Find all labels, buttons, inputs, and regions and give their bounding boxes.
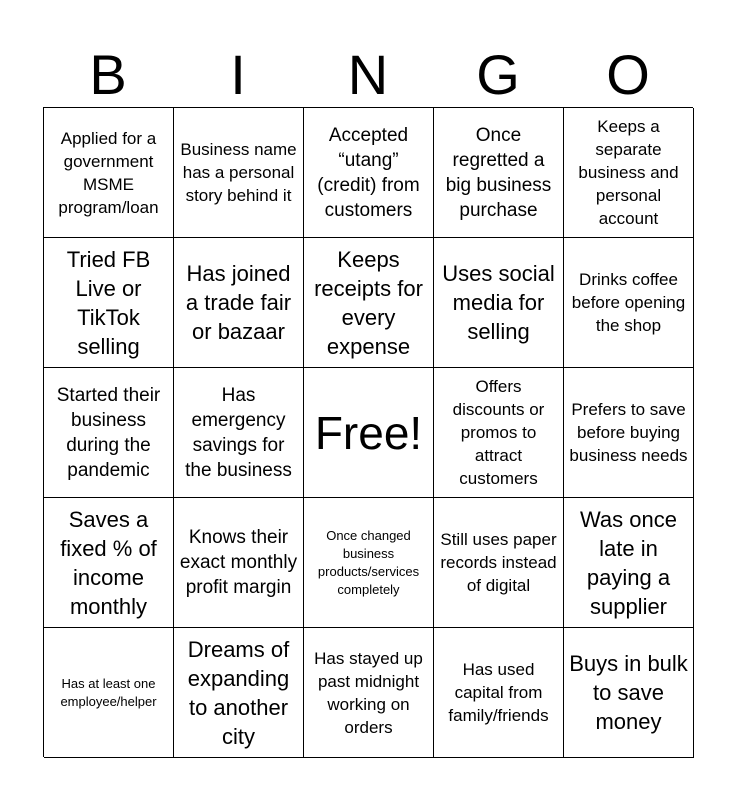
cell-text: Prefers to save before buying business needs [569,400,688,465]
bingo-cell[interactable] [44,628,174,758]
cell-text: Applied for a government MSME program/loan [58,128,159,217]
bingo-cell[interactable] [304,238,434,368]
bingo-cell[interactable] [434,108,564,238]
cell-text: Buys in bulk to save money [569,651,688,734]
bingo-cell[interactable] [304,108,434,238]
bingo-cell[interactable] [434,498,564,628]
bingo-cell[interactable] [564,108,694,238]
cell-text: Was once late in paying a supplier [579,506,677,619]
cell-text: Has used capital from family/friends [448,660,549,725]
bingo-cell[interactable] [304,498,434,628]
cell-text: Accepted “utang” (credit) from customers [317,124,420,221]
cell-text: Keeps a separate business and personal account [578,117,679,228]
cell-text: Has emergency savings for the business [185,384,292,481]
cell-text: Dreams of expanding to another city [187,636,290,749]
header-letter-g: G [476,43,520,106]
bingo-cell[interactable] [434,238,564,368]
bingo-cell[interactable] [44,238,174,368]
cell-text: Uses social media for selling [442,261,555,344]
bingo-cell[interactable] [564,498,694,628]
bingo-cell[interactable] [174,368,304,498]
free-space[interactable] [304,368,434,498]
cell-text: Started their business during the pandemic [56,384,161,481]
bingo-grid [43,107,693,757]
cell-text: Has joined a trade fair or bazaar [185,261,292,344]
cell-text: Keeps receipts for every expense [314,246,423,359]
header-letter-n: N [347,43,389,106]
cell-text: Once regretted a big business purchase [445,124,552,221]
header-letter-o: O [606,43,650,106]
cell-text: Business name has a personal story behind it [180,140,297,205]
bingo-header [43,44,693,106]
cell-text: Knows their exact monthly profit margin [179,527,298,598]
bingo-cell[interactable] [174,498,304,628]
bingo-cell[interactable] [44,498,174,628]
bingo-cell[interactable] [44,368,174,498]
bingo-cell[interactable] [564,368,694,498]
bingo-cell[interactable] [434,628,564,758]
cell-text: Once changed business products/services completely [317,527,420,597]
cell-text: Tried FB Live or TikTok selling [66,246,151,359]
bingo-cell[interactable] [174,238,304,368]
cell-text: Has at least one employee/helper [60,675,157,709]
bingo-cell[interactable] [304,628,434,758]
cell-text: Offers discounts or promos to attract customers [452,377,545,488]
bingo-cell[interactable] [564,238,694,368]
cell-text: Has stayed up past midnight working on orders [314,648,423,737]
bingo-cell[interactable] [174,628,304,758]
cell-text: Still uses paper records instead of digital [440,530,557,595]
bingo-cell[interactable] [564,628,694,758]
bingo-cell[interactable] [174,108,304,238]
bingo-cell[interactable] [434,368,564,498]
cell-text: Saves a fixed % of income monthly [60,506,157,619]
bingo-cell[interactable] [44,108,174,238]
header-letter-i: I [230,43,246,106]
header-letter-b: B [89,43,127,106]
cell-text: Drinks coffee before opening the shop [571,270,686,335]
free-space-text: Free! [314,406,423,459]
